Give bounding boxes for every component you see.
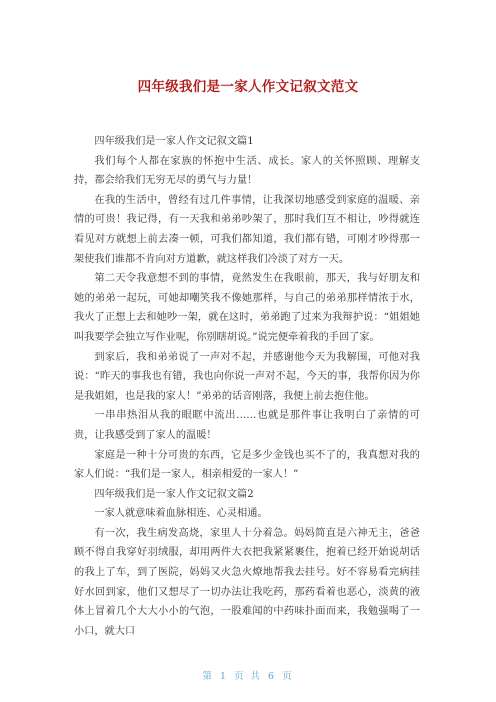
paragraph: 家庭是一种十分可贵的东西，它是多少金钱也买不了的，我真想对我的家人们说：“我们是一家人，相亲相爱的一家人！” <box>74 449 420 481</box>
paragraph: 我们每个人都在家族的怀抱中生活、成长。家人的关怀照顾、理解支持，都会给我们无穷无尽的勇气与力量！ <box>74 155 420 187</box>
paragraph: 到家后，我和弟弟说了一声对不起，并感谢他今天为我解围，可他对我说：“昨天的事我也有错，我也向你说一声对不起，今天的事，我帮你因为你是我姐姐，也是我的家人！”弟弟的话音刚落，我便上前去抱住他。 <box>74 351 420 402</box>
footer-prefix: 第 <box>202 671 214 682</box>
footer-page-number: 1 <box>219 671 228 682</box>
section-heading-1: 四年级我们是一家人作文记叙文篇1 <box>94 136 254 147</box>
document-body <box>74 132 420 641</box>
footer-middle: 页 共 <box>233 671 263 682</box>
section-heading-2: 四年级我们是一家人作文记叙文篇2 <box>94 488 254 500</box>
paragraph: 一串串热泪从我的眼眶中流出……也就是那件事让我明白了亲情的可贵，让我感受到了家人的温暖！ <box>74 410 420 441</box>
footer-total-pages: 6 <box>268 671 277 682</box>
paragraph: 第二天令我意想不到的事情，竟然发生在我眼前，那天，我与好朋友和她的弟弟一起玩，可她却嘲笑我不像她那样，与自己的弟弟那样情浓于水，我火了正想上去和她吵一架，就在这时，弟弟跑了过来为我辩护说：“姐姐她叫我要学会独立写作业呢，你别瞎胡说。”说完便牵着我的手回了家。 <box>74 273 420 343</box>
page-footer <box>0 668 496 682</box>
paragraph: 一家人就意味着血脉相连、心灵相通。 <box>94 508 268 520</box>
footer-suffix: 页 <box>282 671 294 682</box>
paragraph: 有一次，我生病发高烧，家里人十分着急。妈妈简直是六神无主，爸爸顾不得自我穿好羽绒服，却用两件大衣把我紧紧裹住，抱着已经开始说胡话的我上了车，到了医院，妈妈又火急火燎地帮我去挂号。好不容易看完病挂好水回到家，他们又想尽了一切办法让我吃药，那药看着也恶心，淡黄的液体上冒着几个大大小小的气泡，一股难闻的中药味扑面而来，我勉强喝了一小口，就大口 <box>74 527 420 637</box>
document-title: 四年级我们是一家人作文记叙文范文 <box>137 79 359 95</box>
paragraph: 在我的生活中，曾经有过几件事情，让我深切地感受到家庭的温暖、亲情的可贵！我记得，有一天我和弟弟吵架了，那时我们互不相让，吵得就连看见对方就想上前去凑一顿，可我们都知道，我们都有错，可刚才吵得那一架使我们谁都不肯向对方道歉，就这样我们冷淡了对方一天。 <box>74 194 420 265</box>
